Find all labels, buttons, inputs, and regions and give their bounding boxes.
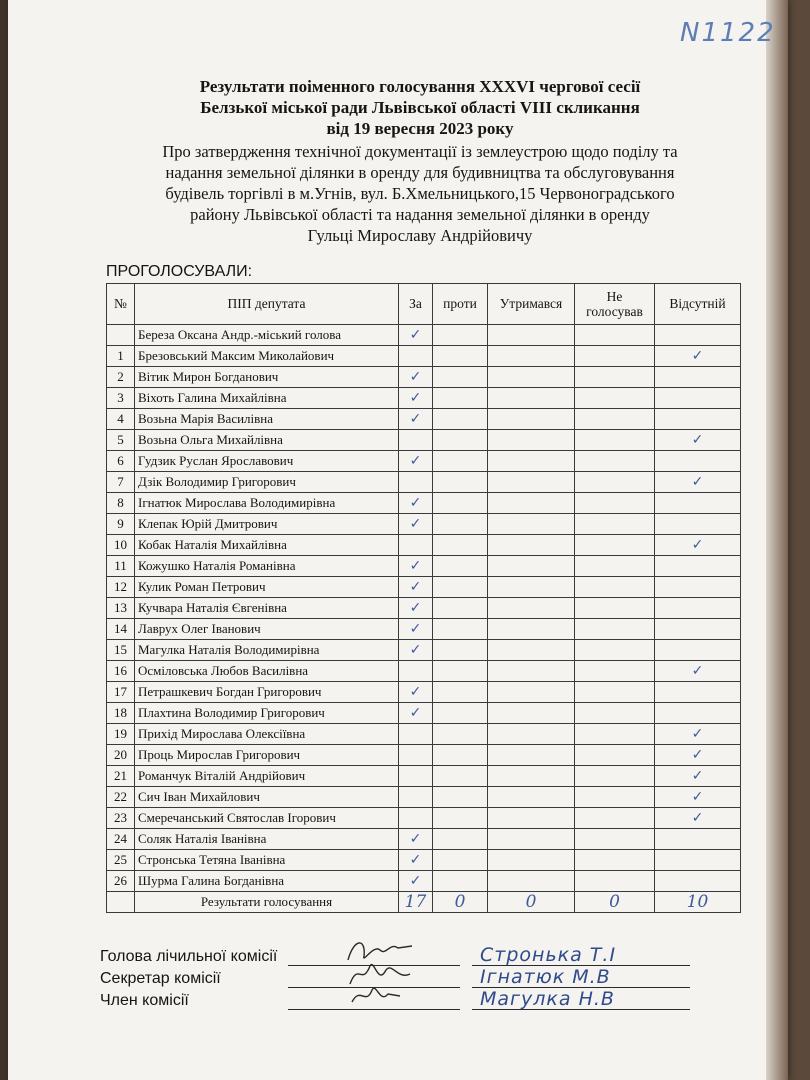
vote-against-cell bbox=[433, 703, 488, 724]
vote-absent-cell bbox=[655, 871, 741, 892]
deputy-name: Соляк Наталія Іванівна bbox=[135, 829, 399, 850]
vote-not-voted-cell bbox=[575, 829, 655, 850]
vote-absent-cell bbox=[655, 388, 741, 409]
subject-line: Про затвердження технічної документації із землеустрою щодо поділу та bbox=[162, 142, 678, 161]
vote-against-cell bbox=[433, 766, 488, 787]
vote-for-cell: ✓ bbox=[399, 829, 433, 850]
row-number: 6 bbox=[107, 451, 135, 472]
deputy-name: Проць Мирослав Григорович bbox=[135, 745, 399, 766]
vote-for-cell: ✓ bbox=[399, 703, 433, 724]
vote-for-cell: ✓ bbox=[399, 451, 433, 472]
vote-absent-cell: ✓ bbox=[655, 535, 741, 556]
vote-not-voted-cell bbox=[575, 409, 655, 430]
vote-not-voted-cell bbox=[575, 388, 655, 409]
deputy-name: Брезовський Максим Миколайович bbox=[135, 346, 399, 367]
vote-abstain-cell bbox=[488, 661, 575, 682]
vote-abstain-cell bbox=[488, 787, 575, 808]
deputy-name: Ігнатюк Мирослава Володимирівна bbox=[135, 493, 399, 514]
deputy-name: Кулик Роман Петрович bbox=[135, 577, 399, 598]
row-number: 10 bbox=[107, 535, 135, 556]
row-number: 17 bbox=[107, 682, 135, 703]
vote-for-cell: ✓ bbox=[399, 619, 433, 640]
handwritten-doc-number: N1122 bbox=[680, 18, 776, 48]
vote-abstain-cell bbox=[488, 409, 575, 430]
vote-abstain-cell bbox=[488, 472, 575, 493]
row-number: 20 bbox=[107, 745, 135, 766]
signature-row bbox=[100, 966, 740, 992]
table-row bbox=[107, 388, 741, 409]
vote-for-cell bbox=[399, 430, 433, 451]
table-row bbox=[107, 577, 741, 598]
signature-name: Стронька Т.І bbox=[480, 944, 617, 966]
vote-abstain-cell bbox=[488, 724, 575, 745]
vote-abstain-cell bbox=[488, 535, 575, 556]
header-absent: Відсутній bbox=[655, 284, 741, 325]
vote-for-cell: ✓ bbox=[399, 871, 433, 892]
vote-absent-cell bbox=[655, 598, 741, 619]
vote-absent-cell bbox=[655, 409, 741, 430]
table-row bbox=[107, 493, 741, 514]
row-number: 22 bbox=[107, 787, 135, 808]
vote-absent-cell: ✓ bbox=[655, 745, 741, 766]
vote-abstain-cell bbox=[488, 871, 575, 892]
table-row bbox=[107, 682, 741, 703]
vote-absent-cell: ✓ bbox=[655, 787, 741, 808]
table-row bbox=[107, 766, 741, 787]
title-line: від 19 вересня 2023 року bbox=[326, 119, 514, 138]
vote-absent-cell: ✓ bbox=[655, 724, 741, 745]
table-row bbox=[107, 451, 741, 472]
vote-for-cell: ✓ bbox=[399, 409, 433, 430]
row-number: 5 bbox=[107, 430, 135, 451]
vote-against-cell bbox=[433, 850, 488, 871]
deputy-name: Дзік Володимир Григорович bbox=[135, 472, 399, 493]
vote-not-voted-cell bbox=[575, 577, 655, 598]
vote-absent-cell bbox=[655, 367, 741, 388]
subject-line: Гульці Мирославу Андрійовичу bbox=[307, 226, 533, 245]
vote-against-cell bbox=[433, 745, 488, 766]
title-line: Результати поіменного голосування XXXVI чергової сесії bbox=[199, 77, 641, 96]
header-abstain: Утримався bbox=[488, 284, 575, 325]
vote-abstain-cell bbox=[488, 367, 575, 388]
total-for: 17 bbox=[399, 892, 433, 913]
table-row bbox=[107, 724, 741, 745]
vote-not-voted-cell bbox=[575, 367, 655, 388]
signature-role: Голова лічильної комісії bbox=[100, 948, 278, 965]
table-row bbox=[107, 703, 741, 724]
table-row bbox=[107, 640, 741, 661]
deputy-name: Шурма Галина Богданівна bbox=[135, 871, 399, 892]
vote-abstain-cell bbox=[488, 577, 575, 598]
vote-not-voted-cell bbox=[575, 703, 655, 724]
signature-role: Секретар комісії bbox=[100, 970, 221, 987]
row-number: 19 bbox=[107, 724, 135, 745]
row-number: 2 bbox=[107, 367, 135, 388]
vote-abstain-cell bbox=[488, 829, 575, 850]
table-row bbox=[107, 556, 741, 577]
vote-for-cell bbox=[399, 535, 433, 556]
vote-abstain-cell bbox=[488, 850, 575, 871]
vote-against-cell bbox=[433, 388, 488, 409]
vote-not-voted-cell bbox=[575, 472, 655, 493]
vote-abstain-cell bbox=[488, 388, 575, 409]
vote-absent-cell bbox=[655, 556, 741, 577]
vote-for-cell: ✓ bbox=[399, 388, 433, 409]
header-not-voted: Не голосував bbox=[575, 284, 655, 325]
deputy-name: Романчук Віталій Андрійович bbox=[135, 766, 399, 787]
subject-line: надання земельної ділянки в оренду для будивництва та обслуговування bbox=[165, 163, 675, 182]
deputy-name: Петрашкевич Богдан Григорович bbox=[135, 682, 399, 703]
row-number: 23 bbox=[107, 808, 135, 829]
vote-abstain-cell bbox=[488, 346, 575, 367]
table-row bbox=[107, 367, 741, 388]
vote-not-voted-cell bbox=[575, 493, 655, 514]
table-row bbox=[107, 325, 741, 346]
vote-abstain-cell bbox=[488, 682, 575, 703]
total-abstain: 0 bbox=[488, 892, 575, 913]
row-number: 9 bbox=[107, 514, 135, 535]
table-row bbox=[107, 745, 741, 766]
vote-for-cell: ✓ bbox=[399, 850, 433, 871]
vote-not-voted-cell bbox=[575, 619, 655, 640]
vote-abstain-cell bbox=[488, 556, 575, 577]
header-name: ПІП депутата bbox=[135, 284, 399, 325]
table-row bbox=[107, 850, 741, 871]
totals-row bbox=[107, 892, 741, 913]
vote-absent-cell bbox=[655, 682, 741, 703]
deputy-name: Клепак Юрій Дмитрович bbox=[135, 514, 399, 535]
table-row bbox=[107, 346, 741, 367]
deputy-name: Стронська Тетяна Іванівна bbox=[135, 850, 399, 871]
vote-against-cell bbox=[433, 577, 488, 598]
vote-against-cell bbox=[433, 325, 488, 346]
vote-against-cell bbox=[433, 598, 488, 619]
vote-abstain-cell bbox=[488, 430, 575, 451]
vote-against-cell bbox=[433, 829, 488, 850]
table-row bbox=[107, 472, 741, 493]
vote-against-cell bbox=[433, 367, 488, 388]
vote-for-cell: ✓ bbox=[399, 367, 433, 388]
vote-not-voted-cell bbox=[575, 535, 655, 556]
signature-row bbox=[100, 944, 740, 970]
signature-row bbox=[100, 988, 740, 1014]
table-row bbox=[107, 661, 741, 682]
vote-for-cell bbox=[399, 787, 433, 808]
vote-against-cell bbox=[433, 787, 488, 808]
vote-for-cell: ✓ bbox=[399, 325, 433, 346]
vote-absent-cell: ✓ bbox=[655, 472, 741, 493]
background-edge-left bbox=[0, 0, 8, 1080]
vote-against-cell bbox=[433, 556, 488, 577]
vote-not-voted-cell bbox=[575, 346, 655, 367]
total-against: 0 bbox=[433, 892, 488, 913]
vote-absent-cell bbox=[655, 514, 741, 535]
vote-not-voted-cell bbox=[575, 514, 655, 535]
vote-for-cell: ✓ bbox=[399, 598, 433, 619]
vote-against-cell bbox=[433, 682, 488, 703]
row-number: 4 bbox=[107, 409, 135, 430]
header-num: № bbox=[107, 284, 135, 325]
vote-for-cell bbox=[399, 766, 433, 787]
vote-abstain-cell bbox=[488, 766, 575, 787]
vote-not-voted-cell bbox=[575, 850, 655, 871]
vote-for-cell bbox=[399, 661, 433, 682]
signature-name: Ігнатюк М.В bbox=[480, 966, 611, 988]
table-row bbox=[107, 619, 741, 640]
row-number: 16 bbox=[107, 661, 135, 682]
vote-against-cell bbox=[433, 619, 488, 640]
total-not-voted: 0 bbox=[575, 892, 655, 913]
row-number: 26 bbox=[107, 871, 135, 892]
vote-for-cell: ✓ bbox=[399, 640, 433, 661]
deputy-name: Береза Оксана Андр.-міський голова bbox=[135, 325, 399, 346]
table-row bbox=[107, 808, 741, 829]
voted-heading: ПРОГОЛОСУВАЛИ: bbox=[106, 263, 253, 280]
document-subject bbox=[120, 141, 720, 246]
vote-for-cell bbox=[399, 472, 433, 493]
deputy-name: Плахтина Володимир Григорович bbox=[135, 703, 399, 724]
subject-line: району Львівської області та надання земельної ділянки в оренду bbox=[190, 205, 650, 224]
vote-for-cell: ✓ bbox=[399, 577, 433, 598]
vote-not-voted-cell bbox=[575, 598, 655, 619]
deputy-name: Прихід Мирослава Олексіївна bbox=[135, 724, 399, 745]
deputy-name: Смеречанський Святослав Ігорович bbox=[135, 808, 399, 829]
vote-for-cell: ✓ bbox=[399, 682, 433, 703]
vote-table bbox=[106, 283, 741, 913]
row-number: 24 bbox=[107, 829, 135, 850]
deputy-name: Кучвара Наталія Євгенівна bbox=[135, 598, 399, 619]
deputy-name: Лаврух Олег Іванович bbox=[135, 619, 399, 640]
vote-absent-cell: ✓ bbox=[655, 808, 741, 829]
deputy-name: Сич Іван Михайлович bbox=[135, 787, 399, 808]
signature-block bbox=[100, 944, 740, 1014]
deputy-name: Осміловська Любов Василівна bbox=[135, 661, 399, 682]
vote-against-cell bbox=[433, 451, 488, 472]
vote-not-voted-cell bbox=[575, 451, 655, 472]
vote-not-voted-cell bbox=[575, 682, 655, 703]
vote-absent-cell: ✓ bbox=[655, 661, 741, 682]
table-row bbox=[107, 871, 741, 892]
table-row bbox=[107, 514, 741, 535]
row-number: 18 bbox=[107, 703, 135, 724]
vote-against-cell bbox=[433, 808, 488, 829]
vote-abstain-cell bbox=[488, 493, 575, 514]
vote-for-cell bbox=[399, 346, 433, 367]
vote-not-voted-cell bbox=[575, 871, 655, 892]
row-number: 15 bbox=[107, 640, 135, 661]
table-row bbox=[107, 535, 741, 556]
row-number: 21 bbox=[107, 766, 135, 787]
handwritten-signature-icon bbox=[340, 978, 420, 1014]
deputy-name: Возьна Марія Василівна bbox=[135, 409, 399, 430]
vote-abstain-cell bbox=[488, 451, 575, 472]
vote-against-cell bbox=[433, 514, 488, 535]
vote-against-cell bbox=[433, 640, 488, 661]
deputy-name: Кобак Наталія Михайлівна bbox=[135, 535, 399, 556]
vote-not-voted-cell bbox=[575, 724, 655, 745]
vote-absent-cell bbox=[655, 619, 741, 640]
row-number: 12 bbox=[107, 577, 135, 598]
row-number: 11 bbox=[107, 556, 135, 577]
vote-abstain-cell bbox=[488, 745, 575, 766]
table-header-row bbox=[107, 284, 741, 325]
signature-name: Магулка Н.В bbox=[480, 988, 615, 1010]
table-row bbox=[107, 787, 741, 808]
vote-absent-cell bbox=[655, 493, 741, 514]
deputy-name: Кожушко Наталія Романівна bbox=[135, 556, 399, 577]
vote-for-cell: ✓ bbox=[399, 514, 433, 535]
deputy-name: Возьна Ольга Михайлівна bbox=[135, 430, 399, 451]
subject-line: будівель торгівлі в м.Угнів, вул. Б.Хмельницького,15 Червоноградського bbox=[165, 184, 675, 203]
vote-not-voted-cell bbox=[575, 640, 655, 661]
header-against: проти bbox=[433, 284, 488, 325]
table-row bbox=[107, 829, 741, 850]
vote-abstain-cell bbox=[488, 514, 575, 535]
vote-against-cell bbox=[433, 430, 488, 451]
vote-not-voted-cell bbox=[575, 661, 655, 682]
table-row bbox=[107, 598, 741, 619]
totals-empty-cell bbox=[107, 892, 135, 913]
vote-abstain-cell bbox=[488, 808, 575, 829]
vote-not-voted-cell bbox=[575, 787, 655, 808]
row-number: 7 bbox=[107, 472, 135, 493]
vote-absent-cell bbox=[655, 577, 741, 598]
vote-absent-cell: ✓ bbox=[655, 430, 741, 451]
vote-absent-cell bbox=[655, 829, 741, 850]
row-number bbox=[107, 325, 135, 346]
vote-against-cell bbox=[433, 472, 488, 493]
table-row bbox=[107, 430, 741, 451]
vote-absent-cell bbox=[655, 640, 741, 661]
deputy-name: Віхоть Галина Михайлівна bbox=[135, 388, 399, 409]
row-number: 25 bbox=[107, 850, 135, 871]
deputy-name: Вітик Мирон Богданович bbox=[135, 367, 399, 388]
vote-absent-cell bbox=[655, 850, 741, 871]
page-edge-shadow bbox=[766, 0, 788, 1080]
vote-for-cell bbox=[399, 808, 433, 829]
vote-against-cell bbox=[433, 871, 488, 892]
vote-not-voted-cell bbox=[575, 556, 655, 577]
vote-absent-cell: ✓ bbox=[655, 766, 741, 787]
row-number: 1 bbox=[107, 346, 135, 367]
vote-not-voted-cell bbox=[575, 745, 655, 766]
document-title bbox=[120, 76, 720, 139]
deputy-name: Магулка Наталія Володимирівна bbox=[135, 640, 399, 661]
vote-against-cell bbox=[433, 346, 488, 367]
vote-abstain-cell bbox=[488, 325, 575, 346]
vote-not-voted-cell bbox=[575, 766, 655, 787]
vote-against-cell bbox=[433, 724, 488, 745]
row-number: 14 bbox=[107, 619, 135, 640]
vote-not-voted-cell bbox=[575, 430, 655, 451]
table-row bbox=[107, 409, 741, 430]
vote-for-cell: ✓ bbox=[399, 493, 433, 514]
vote-against-cell bbox=[433, 493, 488, 514]
vote-for-cell bbox=[399, 745, 433, 766]
vote-table-body bbox=[107, 325, 741, 892]
vote-absent-cell bbox=[655, 451, 741, 472]
vote-abstain-cell bbox=[488, 640, 575, 661]
vote-abstain-cell bbox=[488, 598, 575, 619]
vote-against-cell bbox=[433, 661, 488, 682]
vote-absent-cell bbox=[655, 325, 741, 346]
title-line: Белзької міської ради Львівської області VIII скликання bbox=[200, 98, 640, 117]
vote-against-cell bbox=[433, 409, 488, 430]
vote-for-cell: ✓ bbox=[399, 556, 433, 577]
row-number: 13 bbox=[107, 598, 135, 619]
row-number: 3 bbox=[107, 388, 135, 409]
row-number: 8 bbox=[107, 493, 135, 514]
vote-not-voted-cell bbox=[575, 325, 655, 346]
header-for: За bbox=[399, 284, 433, 325]
signature-role: Член комісії bbox=[100, 992, 189, 1009]
vote-abstain-cell bbox=[488, 703, 575, 724]
vote-absent-cell bbox=[655, 703, 741, 724]
vote-for-cell bbox=[399, 724, 433, 745]
total-absent: 10 bbox=[655, 892, 741, 913]
vote-abstain-cell bbox=[488, 619, 575, 640]
deputy-name: Гудзик Руслан Ярославович bbox=[135, 451, 399, 472]
vote-absent-cell: ✓ bbox=[655, 346, 741, 367]
vote-not-voted-cell bbox=[575, 808, 655, 829]
totals-label: Результати голосування bbox=[135, 892, 399, 913]
vote-against-cell bbox=[433, 535, 488, 556]
